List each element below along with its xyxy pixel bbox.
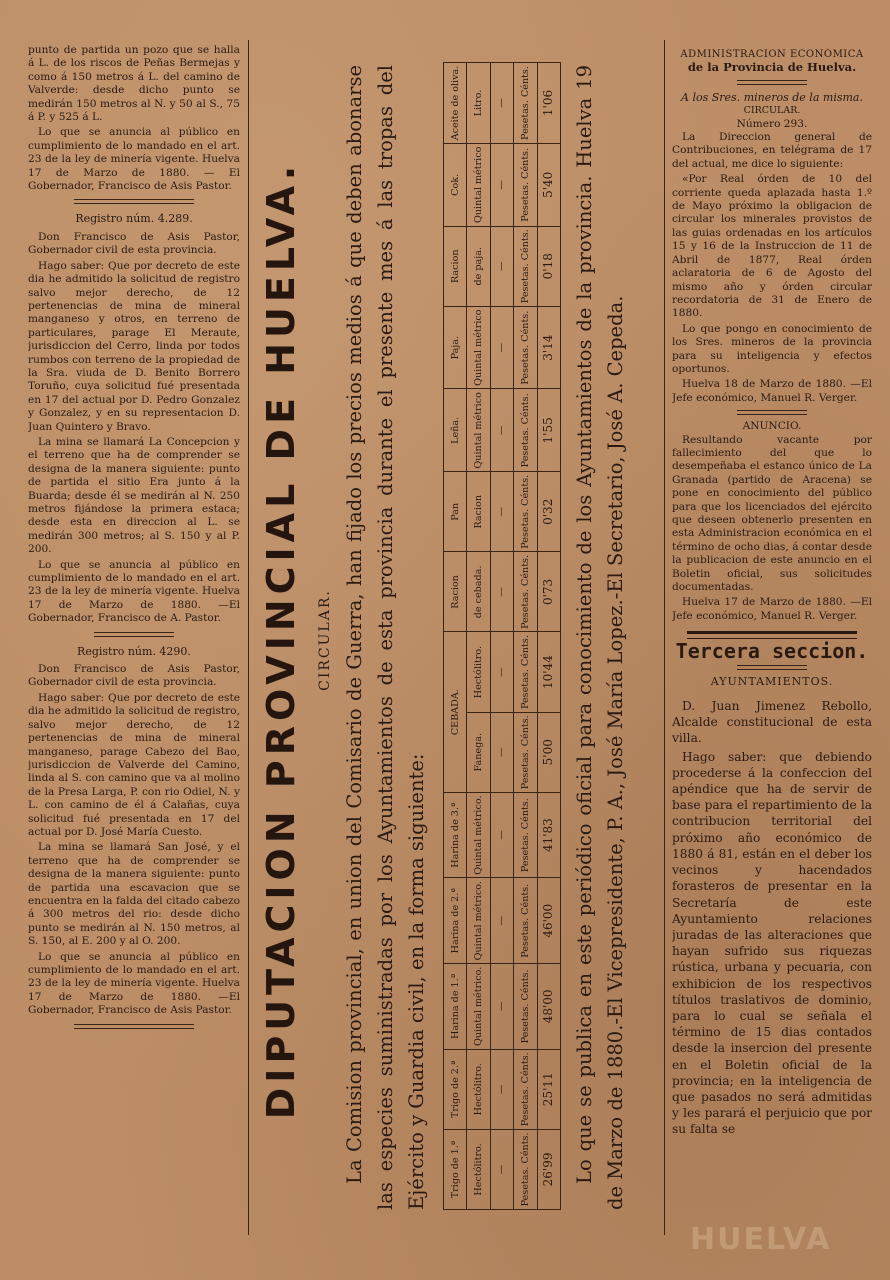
circular-subtitle: CIRCULAR. [317,589,333,691]
registry-4289-notice: Hago saber: Que por decreto de este dia he admitido la solicitud de registro salvo mejor derecho, de 12 pertenencias de mina de mineral manganeso y otros, en terreno de particulares, parage El Meraute, jurisdiccion del Cerro, linda por todos rumbos con terreno de la propiedad de la Sra. viuda de D. Benito Borrero Toruño, cuya solicitud fué presentada en 17 del actual por D. Pedro Gonzalez y Gonzalez, y en su representacion D. Juan Quintero y Bravo. [28,259,240,433]
right-column [672,48,872,1248]
table-header: Harina de 3.ª [444,792,467,878]
notice-to-miners: Lo que pongo en conocimiento de los Sres. mineros de la provincia para su inteligencia y efectos oportunos. [672,322,872,375]
table-currency: Pesetas. Cénts. [514,1049,537,1129]
table-unit: Hectólitro. [467,632,490,712]
signature-2: Huelva 17 de Marzo de 1880. —El Jefe económico, Manuel R. Verger. [672,596,872,622]
table-cell: 0'73 [537,552,560,632]
ayuntamientos-heading: AYUNTAMIENTOS. [710,674,834,688]
table-header: Trigo de 1.ª [444,1129,467,1209]
telegram-intro: La Direccion general de Contribuciones, en telégrama de 17 del actual, me dice lo siguiente: [672,131,872,170]
center-rotated-section [252,44,658,1236]
archive-watermark: HUELVA [690,1222,832,1257]
divider [737,410,807,415]
table-dash: — [490,964,513,1050]
table-dash: — [490,143,513,226]
circular-number: Número 293. [736,117,808,130]
table-currency: Pesetas. Cénts. [514,552,537,632]
royal-order-text: «Por Real órden de 10 del corriente queda aplazada hasta 1.º de Mayo próximo la obligacion de circular los minerales provistos de las guias ordenadas en los artículos 15 y 16 de la Instruccion de 11 de Abril de 1877, Real órden aclaratoria de 6 de Agosto del mismo año y órden circular recordatoria de 31 de Enero de 1880. [672,173,872,320]
signature-1: Huelva 18 de Marzo de 1880. —El Jefe económico, Manuel R. Verger. [672,378,872,404]
table-unit: de cebada. [467,552,490,632]
table-header-currency [514,63,537,1210]
table-cell: 0'32 [537,472,560,552]
table-currency: Pesetas. Cénts. [514,389,537,472]
table-cell: 0'18 [537,226,560,306]
anuncio-heading: ANUNCIO. [742,420,802,433]
table-unit: Litro. [467,63,490,144]
mayor-name: D. Juan Jimenez Rebollo, Alcalde constitucional de esta villa. [672,699,872,746]
table-header: Aceite de oliva. [444,63,467,144]
table-header: Cok. [444,143,467,226]
table-unit: Racion [467,472,490,552]
table-dash: — [490,1049,513,1129]
divider [74,199,194,204]
table-unit: Quintal métrico [467,389,490,472]
table-cell: 1'55 [537,389,560,472]
anuncio-text: Resultando vacante por fallecimiento del que lo desempeñaba el estanco único de La Granada (partido de Aracena) se pone en conocimiento del público para que los licenciados del ejército que deseen obtenerlo presenten en esta Administracion económica en el término de ocho dias, á contar desde la publicacion de este anuncio en el Boletin oficial, sus solicitudes documentadas. [672,433,872,594]
province-heading: de la Provincia de Huelva. [687,60,857,75]
table-cell: 1'06 [537,63,560,144]
table-header-dashes [490,63,513,1210]
table-currency: Pesetas. Cénts. [514,63,537,144]
table-header: Pan [444,472,467,552]
divider [94,632,174,637]
table-cell: 5'00 [537,712,560,792]
table-header: Leña. [444,389,467,472]
table-dash: — [490,712,513,792]
registry-heading-4290: Registro núm. 4290. [77,644,191,658]
table-header: Paja. [444,306,467,389]
registry-4289-closing: Lo que se anuncia al público en cumplimiento de lo mandado en el art. 23 de la ley de minería vigente. Huelva 17 de Marzo de 1880. —El Gobernador, Francisco de A. Pastor. [28,558,240,625]
mayor-notice: Hago saber: que debiendo procederse á la confeccion del apéndice que ha de servir de base para el repartimiento de la contribucion territorial del próximo año económico de 1880 á 81, están en el deber los vecinos y hacendados forasteros de presentar en la Secretaría de este Ayuntamiento relaciones juradas de las alteraciones que hayan sufrido sus riquezas rústica, urbana y pecuaria, con exhibicion de los respectivos títulos traslativos de dominio, para lo cual se señala el término de 15 dias contados desde la insercion del presente en el Boletin oficial de la provincia; en la inteligencia de que pasados no será admitidas y les parará el perjuicio que por su falta se [672,749,872,1137]
table-dash: — [490,226,513,306]
table-dash: — [490,306,513,389]
table-unit: Quintal métrico. [467,792,490,878]
table-currency: Pesetas. Cénts. [514,306,537,389]
table-currency: Pesetas. Cénts. [514,226,537,306]
table-cell: 26'99 [537,1129,560,1209]
table-dash: — [490,552,513,632]
table-dash: — [490,63,513,144]
table-currency: Pesetas. Cénts. [514,712,537,792]
table-currency: Pesetas. Cénts. [514,878,537,964]
circular-body: La Comision provincial, en union del Comisario de Guerra, han fijado los precios medios á que deben abonarse las especies suministradas por los Ayuntamientos de esta provincia durante el presente mes á las tropas del Ejército y Guardia civil, en la forma siguiente: [343,65,428,1210]
table-dash: — [490,389,513,472]
table-cell: 41'83 [537,792,560,878]
table-dash: — [490,1129,513,1209]
table-unit: Hectólitro. [467,1049,490,1129]
table-row-values [537,63,560,1210]
table-currency: Pesetas. Cénts. [514,632,537,712]
section-title: Tercera seccion. [675,639,869,664]
table-cell: 3'14 [537,306,560,389]
registry-4290-mine: La mina se llamará San José, y el terreno que ha de comprender se designa de la manera siguiente: punto de partida una escavacion que se encuentra en la falda del citado cabezo á 300 metros del rio: desde dicho punto se medirán al N. 150 metros, al S. 150, al E. 200 y al O. 200. [28,841,240,948]
left-column [28,44,240,1244]
table-currency: Pesetas. Cénts. [514,143,537,226]
prices-table [443,62,561,1210]
table-currency: Pesetas. Cénts. [514,964,537,1050]
table-unit: Quintal métrico. [467,964,490,1050]
section-divider [687,631,857,639]
administration-heading: ADMINISTRACION ECONÓMICA [680,49,864,60]
table-cell: 10'44 [537,632,560,712]
addressee: A los Sres. mineros de la misma. [681,90,863,104]
table-unit: Hectólitro. [467,1129,490,1209]
registry-4290-issuer: Don Francisco de Asis Pastor, Gobernador civil de esta provincia. [28,663,240,689]
table-header-units [467,63,490,1210]
table-currency: Pesetas. Cénts. [514,472,537,552]
table-header: CEBADA. [444,632,467,792]
registry-4289-issuer: Don Francisco de Asis Pastor, Gobernador civil de esta provincia. [28,230,240,257]
table-currency: Pesetas. Cénts. [514,792,537,878]
table-cell: 46'00 [537,878,560,964]
divider [737,665,807,670]
table-cell: 25'11 [537,1049,560,1129]
table-currency: Pesetas. Cénts. [514,1129,537,1209]
table-dash: — [490,472,513,552]
table-cell: 48'00 [537,964,560,1050]
registry-4289-mine: La mina se llamará La Concepcion y el terreno que ha de comprender se designa de la manera siguiente: punto de partida el sitio Era junto á la Buarda; desde él se medirán al N. 250 metros fijándose la primera estaca; desde esta en direccion al L. se medirán 300 metros; al S. 150 y al P. 200. [28,435,240,556]
registry-4290-notice: Hago saber: Que por decreto de este dia he admitido la solicitud de registro, salvo mejor derecho, de 12 pertenencias de mina de mineral manganeso, parage Cabezo del Bao, jurisdiccion de Valverde del Camino, linda al S. con camino que va al molino de la Presa Larga, P. con rio Odiel, N. y L. con camino de él á Calañas, cuya solicitud fué presentada en 17 del actual por D. José María Cuesto. [28,691,240,838]
registry-4290-closing: Lo que se anuncia al público en cumplimiento de lo mandado en el art. 23 de la ley de minería vigente. Huelva 17 de Marzo de 1880. —El Gobernador, Francisco de Asis Pastor. [28,950,240,1017]
table-dash: — [490,878,513,964]
table-header: Harina de 1.ª [444,964,467,1050]
circular-label: CIRCULAR. [743,105,801,117]
table-header: Harina de 2.ª [444,878,467,964]
table-cell: 5'40 [537,143,560,226]
table-unit: Quintal métrico [467,306,490,389]
table-header: Racion [444,226,467,306]
registry-heading-4289: Registro núm. 4.289. [75,212,193,226]
divider [737,80,807,85]
table-unit: Quintal métrico. [467,878,490,964]
divider [74,1024,194,1029]
table-header: Racion [444,552,467,632]
table-header: Trigo de 2.ª [444,1049,467,1129]
table-unit: de paja. [467,226,490,306]
table-unit: Fanega. [467,712,490,792]
circular-footer: Lo que se publica en este periódico oficial para conocimiento de los Ayuntamientos de la provincia. Huelva 19 de Marzo de 1880.-El Vicepresidente, P. A., José María Lopez.-El Secretario, José A. Cepeda. [573,65,627,1210]
table-unit: Quintal métrico [467,143,490,226]
mining-notice-closing: Lo que se anuncia al público en cumplimiento de lo mandado en el art. 23 de la ley de minería vigente. Huelva 17 de Marzo de 1880. — El Gobernador, Francisco de Asis Pastor. [28,126,240,193]
table-dash: — [490,792,513,878]
table-dash: — [490,632,513,712]
center-rotated-content [253,50,657,1230]
mining-notice-continued: punto de partida un pozo que se halla á L. de los riscos de Peñas Bermejas y como á 150 metros á L. del camino de Valverde: desde dicho punto se medirán 150 metros al N. y 50 al S., 75 á P. y 525 á L. [28,44,240,124]
diputacion-title: DIPUTACION PROVINCIAL DE HUELVA. [259,160,303,1120]
column-rule [664,40,665,1235]
column-rule [248,40,249,1235]
table-header-groups [444,63,467,1210]
